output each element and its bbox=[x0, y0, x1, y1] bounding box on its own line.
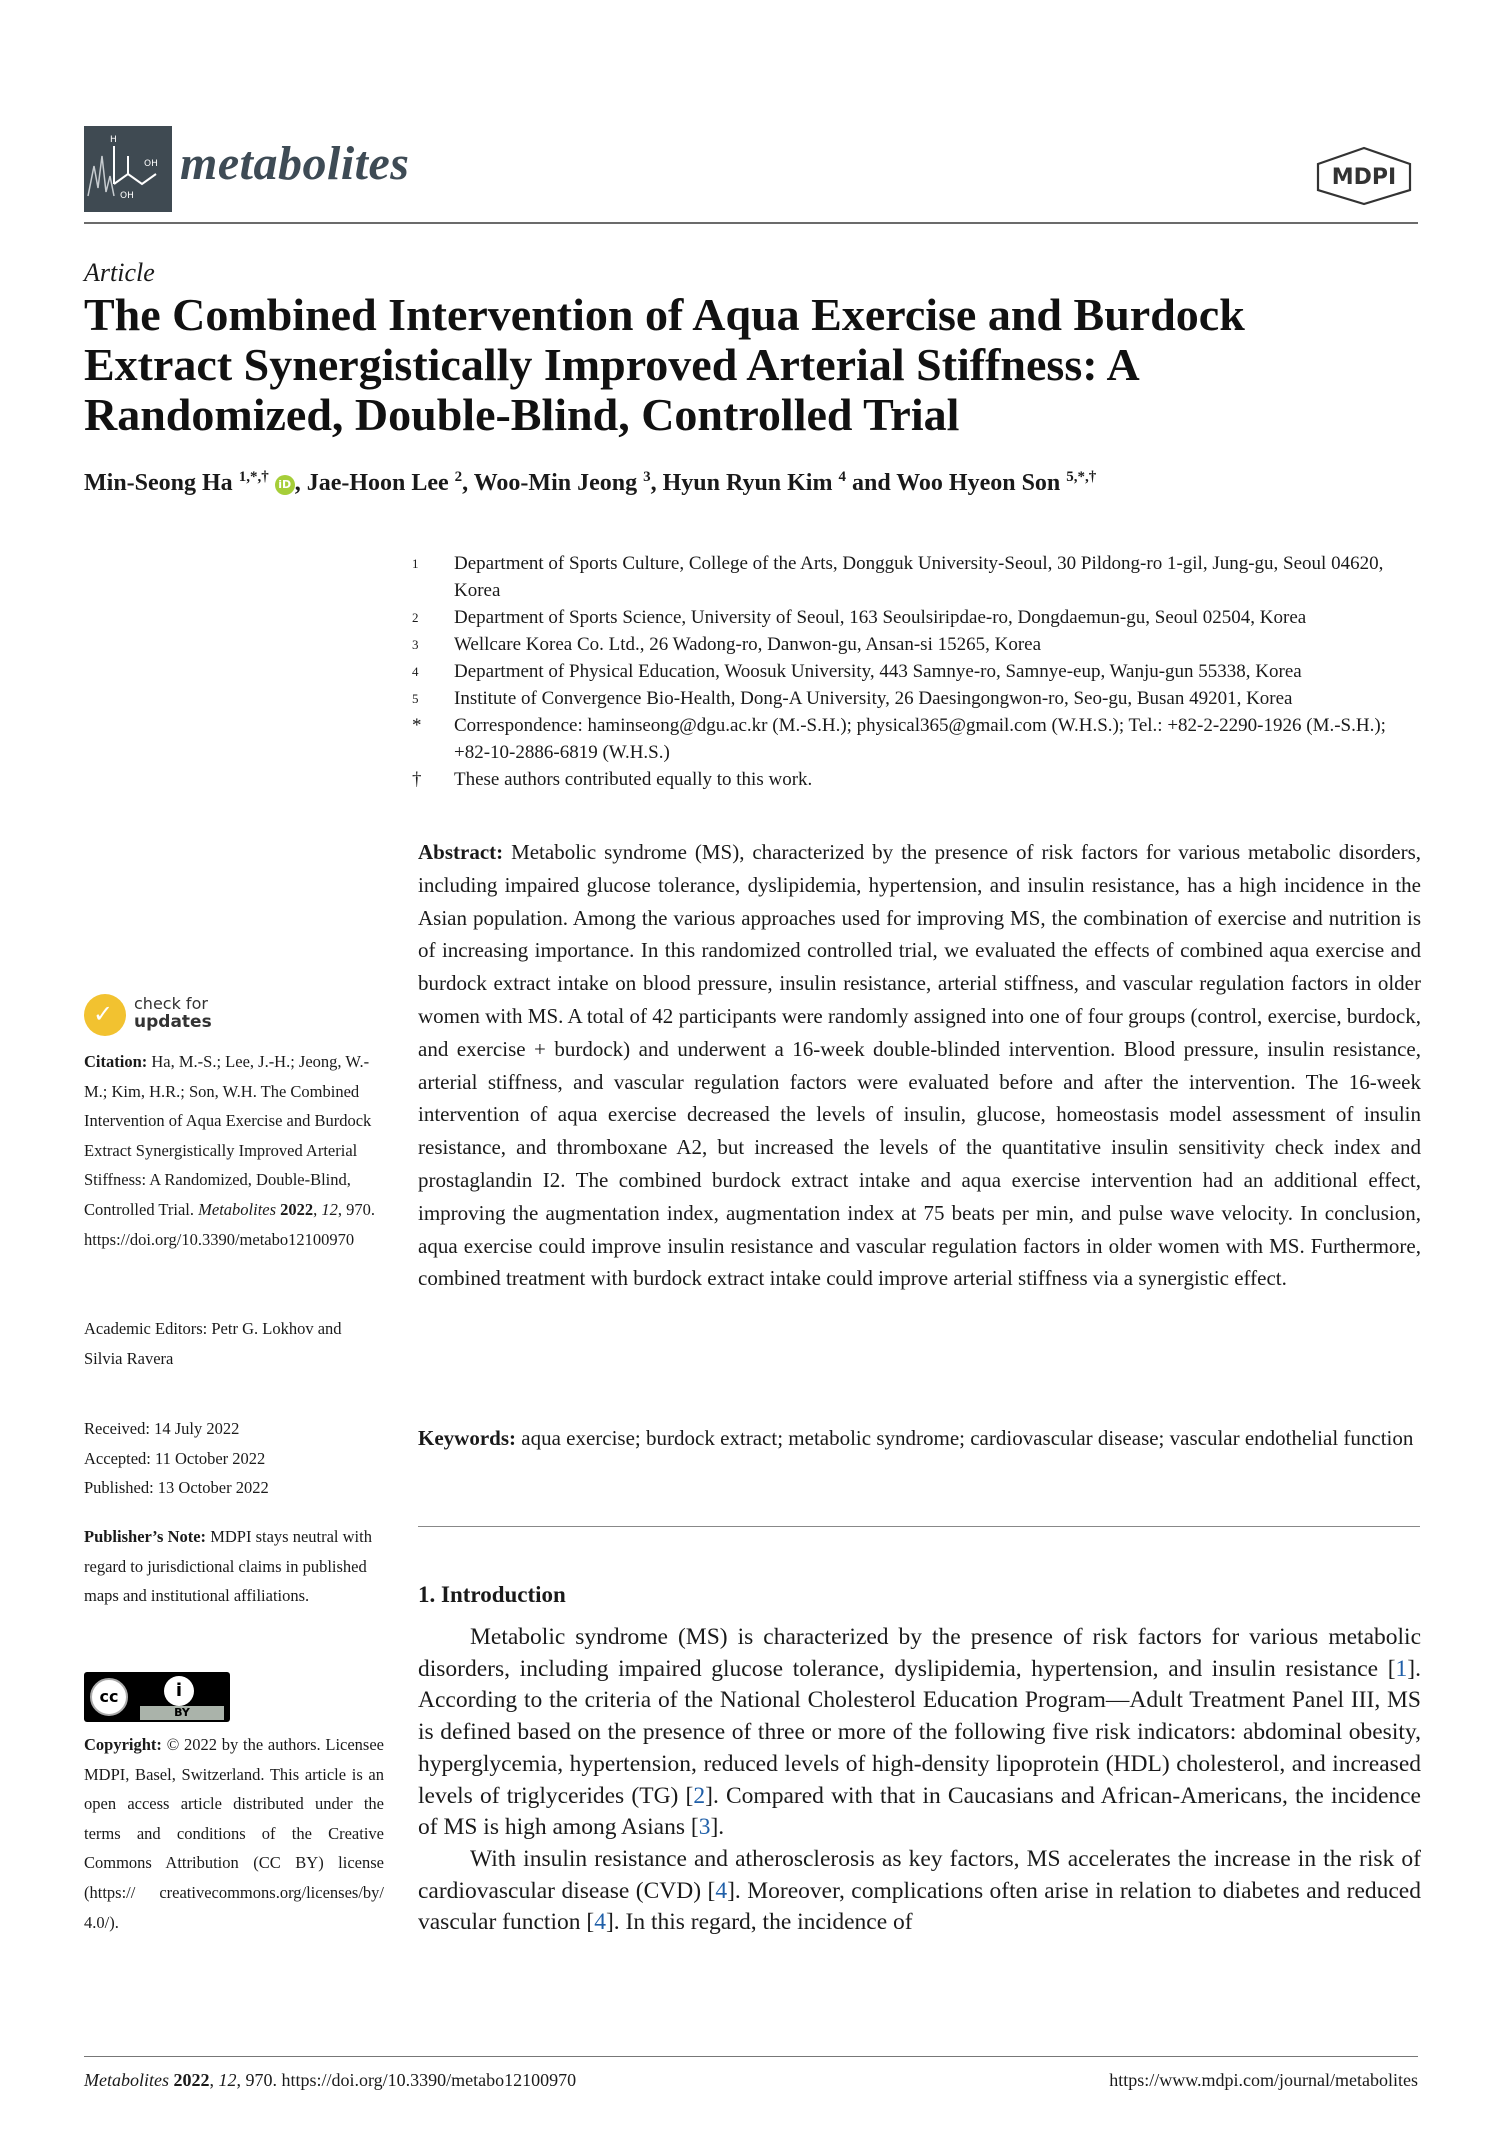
orcid-icon[interactable]: iD bbox=[275, 475, 295, 495]
keywords-label: Keywords: bbox=[418, 1426, 516, 1450]
section-divider bbox=[418, 1526, 1420, 1527]
logo-text-oh-2: OH bbox=[120, 191, 134, 201]
author-name: Woo-Min Jeong bbox=[473, 470, 638, 496]
footer-journal: Metabolites bbox=[84, 2070, 169, 2090]
equal-contribution-text: These authors contributed equally to this work. bbox=[454, 769, 813, 790]
citation-pages: , 970. bbox=[337, 1199, 376, 1219]
author-list: Min-Seong Ha $^{1,*,\dagger}$ iD , Jae-Hoon Lee $^2$, Woo-Min Jeong $^3$, Hyun Ryun Kim $^4$ and Woo Hyeon Son $^{5,*,\dagger}$ bbox=[84, 469, 1097, 496]
copyright-label: Copyright: bbox=[84, 1735, 162, 1754]
affiliation-item bbox=[412, 685, 1422, 712]
footer-doi[interactable]: , 970. https://doi.org/10.3390/metabo12100970 bbox=[236, 2070, 577, 2090]
affiliation-mark: † bbox=[412, 769, 422, 790]
citation-block: Citation: Ha, M.-S.; Lee, J.-H.; Jeong, W.-M.; Kim, H.R.; Son, W.H. The Combined Intervention of Aqua Exercise and Burdock Extract Synergistically Improved Arterial Stiffness: A Randomized, Double-Blind, Controlled Trial. Metabolites 2022, 12, 970. https://doi.org/10.3390/metabo12100970 bbox=[84, 1052, 376, 1249]
publication-dates bbox=[84, 1414, 384, 1503]
logo-text-oh: OH bbox=[144, 159, 158, 169]
paragraph-text: Metabolic syndrome (MS) is characterized by the presence of risk factors for various metabolic disorders, including impaired glucose tolerance, dyslipidemia, hypertension, and insulin resistance [ bbox=[418, 1624, 1421, 1682]
abstract-text: Metabolic syndrome (MS), characterized by the presence of risk factors for various metabolic disorders, including impaired glucose tolerance, dyslipidemia, hypertension, and insulin resistance, has a high incidence in the Asian population. Among the various approaches used for improving MS, the combination of exercise and nutrition is of increasing importance. In this randomized controlled trial, we evaluated the effects of combined aqua exercise and burdock extract intake on blood pressure, insulin resistance, arterial stiffness, and vascular regulation factors in older women with MS. A total of 42 participants were randomly assigned into one of four groups (control, exercise, burdock, and exercise + burdock) and underwent a 16-week double-blinded intervention. Blood pressure, insulin resistance, arterial stiffness, and vascular regulation factors were evaluated before and after the intervention. The 16-week intervention of aqua exercise decreased the levels of insulin, glucose, homeostasis model assessment of insulin resistance, and thromboxane A2, but increased the levels of the quantitative insulin sensitivity check index and prostaglandin I2. The combined burdock extract intake and aqua exercise intervention had an additional effect, improving the augmentation index, augmentation index at 75 beats per min, and pulse wave velocity. In conclusion, aqua exercise could improve insulin resistance and vascular regulation factors in older women with MS. Furthermore, combined treatment with burdock extract intake could improve arterial stiffness via a synergistic effect. bbox=[418, 840, 1421, 1291]
check-badge-line1: check for bbox=[134, 994, 208, 1013]
footer-divider bbox=[84, 2056, 1418, 2057]
paragraph-text: ]. Compared with that in Caucasians and African-Americans, the incidence of MS is high among Asians [ bbox=[418, 1782, 1421, 1841]
academic-editors: Academic Editors: Petr G. Lokhov and Silvia Ravera bbox=[84, 1319, 342, 1368]
accepted-date: Accepted: 11 October 2022 bbox=[84, 1448, 266, 1468]
journal-logo bbox=[84, 126, 172, 212]
affiliation-text: Institute of Convergence Bio-Health, Dong-A University, 26 Daesingongwon-ro, Seo-gu, Busan 49201, Korea bbox=[454, 688, 1293, 709]
copyright-notice bbox=[84, 1730, 384, 1937]
cc-by-license-badge[interactable] bbox=[84, 1672, 230, 1722]
affiliation-item bbox=[412, 658, 1422, 685]
footer-volume: 12 bbox=[218, 2070, 237, 2090]
article-title: The Combined Intervention of Aqua Exercise and Burdock Extract Synergistically Improved Arterial Stiffness: A Randomized, Double-Blind, Controlled Trial bbox=[84, 289, 1245, 440]
published-date: Published: 13 October 2022 bbox=[84, 1478, 269, 1498]
check-for-updates-badge[interactable] bbox=[84, 994, 244, 1042]
cc-icon: cc bbox=[90, 1678, 128, 1716]
affiliation-item bbox=[412, 631, 1422, 658]
footer-citation: Metabolites 2022, 12, 970. https://doi.org/10.3390/metabo12100970 bbox=[84, 2070, 577, 2090]
footer-journal-url[interactable]: https://www.mdpi.com/journal/metabolites bbox=[1109, 2070, 1418, 2090]
keywords bbox=[418, 1422, 1421, 1455]
citation-text: Ha, M.-S.; Lee, J.-H.; Jeong, W.-M.; Kim, H.R.; Son, W.H. The Combined Intervention of Aqua Exercise and Burdock Extract Synergistically Improved Arterial Stiffness: A Randomized, Double-Blind, Controlled Trial. bbox=[84, 1052, 372, 1219]
logo-text-h: H bbox=[110, 135, 117, 145]
publisher-note-text: MDPI stays neutral with regard to jurisdictional claims in published maps and institutional affiliations. bbox=[84, 1527, 372, 1606]
citation-link[interactable]: 1 bbox=[1395, 1655, 1408, 1682]
affiliation-text: Department of Physical Education, Woosuk University, 443 Samnye-ro, Samnye-eup, Wanju-gun 55338, Korea bbox=[454, 661, 1302, 682]
molecule-icon bbox=[84, 126, 172, 212]
affiliation-mark: * bbox=[412, 715, 422, 736]
by-label: BY bbox=[140, 1706, 224, 1720]
affiliation-text: Department of Sports Culture, College of the Arts, Dongguk University-Seoul, 30 Pildong-ro 1-gil, Jung-gu, Seoul 04620, Korea bbox=[454, 553, 1384, 601]
received-date: Received: 14 July 2022 bbox=[84, 1419, 240, 1438]
author-affiliation-mark: 1,*,† bbox=[238, 469, 269, 485]
affiliation-text: Wellcare Korea Co. Ltd., 26 Wadong-ro, Danwon-gu, Ansan-si 15265, Korea bbox=[454, 634, 1042, 655]
citation-label: Citation: bbox=[84, 1052, 148, 1071]
affiliation-item bbox=[412, 550, 1422, 604]
citation-volume: 12 bbox=[321, 1199, 338, 1219]
author-affiliation-mark: 4 bbox=[838, 469, 846, 485]
citation-link[interactable]: 2 bbox=[693, 1782, 706, 1809]
author-affiliation-mark: 2 bbox=[454, 469, 463, 485]
paragraph-text: ]. In this regard, the incidence of bbox=[605, 1909, 913, 1936]
author-name: Woo Hyeon Son bbox=[896, 470, 1061, 496]
citation-link[interactable]: 3 bbox=[698, 1814, 711, 1841]
introduction-body bbox=[418, 1622, 1421, 1939]
paragraph-text: ]. Moreover, complications often arise in relation to diabetes and reduced vascular function [ bbox=[418, 1877, 1421, 1936]
citation-link[interactable]: 4 bbox=[715, 1877, 728, 1904]
mdpi-logo bbox=[1314, 146, 1414, 206]
author-name: Jae-Hoon Lee bbox=[306, 470, 449, 496]
author-affiliation-mark: 5,*,† bbox=[1066, 469, 1097, 485]
affiliation-item bbox=[412, 604, 1422, 631]
equal-contribution-note bbox=[412, 766, 1422, 793]
copyright-text: © 2022 by the authors. Licensee MDPI, Basel, Switzerland. This article is an open access article distributed under the terms and conditions of the Creative Commons Attribution (CC BY) license (https:// creativecommons.org/licenses/by/ 4.0/). bbox=[84, 1735, 384, 1932]
journal-name: metabolites bbox=[180, 137, 410, 190]
affiliation-mark: 2 bbox=[412, 610, 419, 625]
publisher-note-label: Publisher’s Note: bbox=[84, 1527, 207, 1546]
publisher-note bbox=[84, 1522, 384, 1611]
affiliation-mark: 3 bbox=[412, 637, 419, 652]
citation-year: 2022 bbox=[280, 1199, 314, 1219]
section-heading: 1. Introduction bbox=[418, 1582, 566, 1607]
paragraph bbox=[418, 1844, 1421, 1939]
paragraph-text: With insulin resistance and atherosclerosis as key factors, MS accelerates the increase in the risk of cardiovascular disease (CVD) [ bbox=[418, 1845, 1421, 1904]
abstract bbox=[418, 836, 1421, 1295]
publisher-name: MDPI bbox=[1331, 165, 1397, 190]
affiliation-mark: 4 bbox=[412, 664, 419, 679]
author-name: Hyun Ryun Kim bbox=[662, 470, 833, 496]
affiliation-mark: 1 bbox=[412, 556, 419, 571]
author-name: Min-Seong Ha bbox=[84, 470, 233, 496]
affiliation-list bbox=[412, 550, 1422, 793]
citation-link[interactable]: 4 bbox=[594, 1909, 606, 1936]
affiliation-mark: 5 bbox=[412, 691, 419, 706]
person-icon: i bbox=[164, 1676, 194, 1706]
abstract-label: Abstract: bbox=[418, 840, 504, 864]
correspondence-item bbox=[412, 712, 1422, 766]
checkmark-icon: ✓ bbox=[93, 1000, 114, 1028]
check-badge-line2: updates bbox=[134, 1012, 212, 1032]
affiliation-text: Department of Sports Science, University of Seoul, 163 Seoulsiripdae-ro, Dongdaemun-gu, Seoul 02504, Korea bbox=[454, 607, 1307, 628]
citation-doi-link[interactable]: https://doi.org/10.3390/metabo12100970 bbox=[84, 1229, 355, 1249]
keywords-text: aqua exercise; burdock extract; metabolic syndrome; cardiovascular disease; vascular endothelial function bbox=[521, 1426, 1414, 1450]
correspondence-text: Correspondence: haminseong@dgu.ac.kr (M.-S.H.); physical365@gmail.com (W.H.S.); Tel.: +82-2-2290-1926 (M.-S.H.); +82-10-2886-6819 (W.H.S.) bbox=[454, 715, 1386, 763]
citation-journal: Metabolites bbox=[198, 1199, 277, 1219]
article-type: Article bbox=[84, 258, 155, 287]
paragraph bbox=[418, 1622, 1421, 1844]
paragraph-text: ]. bbox=[710, 1814, 725, 1841]
author-affiliation-mark: 3 bbox=[643, 469, 651, 485]
footer-year: 2022 bbox=[173, 2070, 210, 2090]
header-divider bbox=[84, 222, 1418, 224]
paragraph-text: ]. According to the criteria of the National Cholesterol Education Program—Adult Treatment Panel III, MS is defined based on the presence of three or more of the following five risk indicators: abdominal obesity, hyperglycemia, hypertension, reduced levels of high-density lipoprotein (HDL) cholesterol, and increased levels of triglycerides (TG) [ bbox=[418, 1655, 1421, 1809]
